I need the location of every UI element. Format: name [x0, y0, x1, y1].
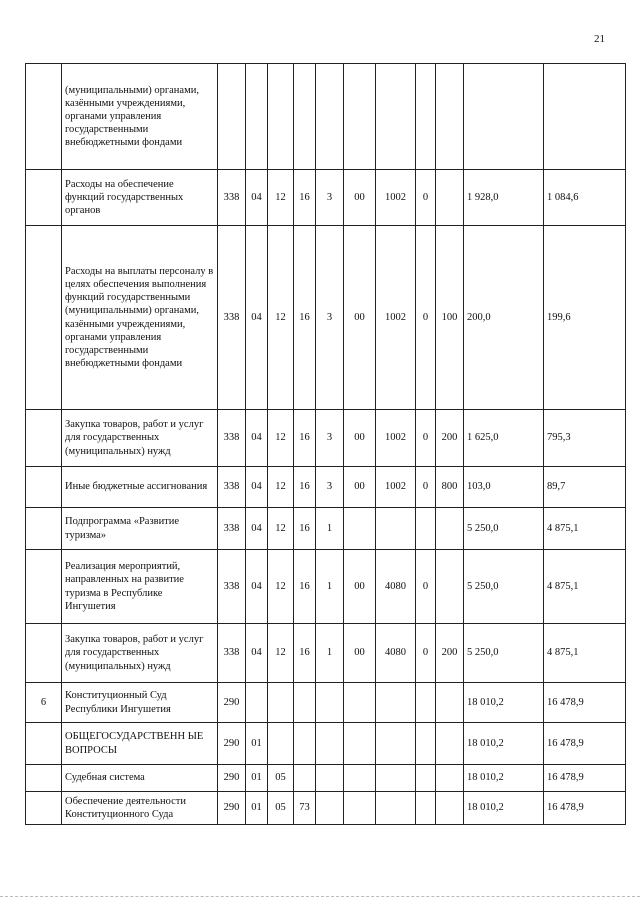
code-direction [344, 683, 376, 723]
code-direction [344, 508, 376, 550]
code-direction: 00 [344, 467, 376, 508]
code-direction: 00 [344, 624, 376, 683]
code-direction: 00 [344, 170, 376, 226]
row-index [26, 550, 62, 624]
code-program [294, 683, 316, 723]
code-direction: 00 [344, 226, 376, 410]
code-expense-type [436, 170, 464, 226]
table-row [26, 723, 626, 765]
code-expense-type [436, 64, 464, 170]
code-subprogram: 3 [316, 410, 344, 467]
row-index [26, 64, 62, 170]
code-article [376, 508, 416, 550]
row-name: Подпрограмма «Развитие туризма» [62, 508, 218, 550]
code-program: 16 [294, 550, 316, 624]
amount-planned: 18 010,2 [464, 792, 544, 825]
code-article [376, 64, 416, 170]
amount-planned: 5 250,0 [464, 550, 544, 624]
code-article [376, 765, 416, 792]
code-section: 04 [246, 170, 268, 226]
code-direction [344, 792, 376, 825]
code-section: 04 [246, 550, 268, 624]
amount-actual: 199,6 [544, 226, 626, 410]
amount-planned: 1 928,0 [464, 170, 544, 226]
code-article: 1002 [376, 226, 416, 410]
code-program: 16 [294, 467, 316, 508]
code-subsection: 05 [268, 765, 294, 792]
code-subsection: 12 [268, 467, 294, 508]
code-ministry: 290 [218, 765, 246, 792]
code-ministry: 338 [218, 508, 246, 550]
code-direction: 00 [344, 410, 376, 467]
code-direction: 00 [344, 550, 376, 624]
code-subsection: 12 [268, 624, 294, 683]
row-name: Расходы на выплаты персоналу в целях обеспечения выполнения функций государственными (муниципальными) органами, казёнными учреждениями, органами управления государственными внебюджетными фондами [62, 226, 218, 410]
row-index [26, 723, 62, 765]
code-ministry: 290 [218, 723, 246, 765]
code-subsection: 12 [268, 226, 294, 410]
amount-planned: 18 010,2 [464, 723, 544, 765]
amount-actual: 4 875,1 [544, 508, 626, 550]
code-subsection: 12 [268, 410, 294, 467]
code-expense-type [436, 683, 464, 723]
row-name: (муниципальными) органами, казёнными учреждениями, органами управления государственными внебюджетными фондами [62, 64, 218, 170]
amount-planned: 5 250,0 [464, 624, 544, 683]
row-index [26, 624, 62, 683]
code-subsection [268, 683, 294, 723]
amount-planned: 200,0 [464, 226, 544, 410]
code-subprogram [316, 683, 344, 723]
code-program [294, 64, 316, 170]
code-program: 16 [294, 410, 316, 467]
code-program [294, 723, 316, 765]
amount-actual: 795,3 [544, 410, 626, 467]
code-extra: 0 [416, 170, 436, 226]
amount-planned: 18 010,2 [464, 765, 544, 792]
code-article [376, 723, 416, 765]
row-name: Конституционный Суд Республики Ингушетия [62, 683, 218, 723]
code-subprogram: 1 [316, 508, 344, 550]
amount-actual: 16 478,9 [544, 792, 626, 825]
code-subprogram [316, 765, 344, 792]
table-row [26, 765, 626, 792]
code-subprogram [316, 723, 344, 765]
code-subsection: 12 [268, 550, 294, 624]
row-name: Закупка товаров, работ и услуг для государственных (муниципальных) нужд [62, 410, 218, 467]
amount-actual: 1 084,6 [544, 170, 626, 226]
code-program: 73 [294, 792, 316, 825]
code-section: 04 [246, 410, 268, 467]
code-subprogram [316, 64, 344, 170]
code-section [246, 683, 268, 723]
row-index [26, 226, 62, 410]
amount-planned [464, 64, 544, 170]
code-direction [344, 723, 376, 765]
page-number: 21 [594, 33, 605, 45]
code-ministry: 338 [218, 624, 246, 683]
code-article: 1002 [376, 410, 416, 467]
code-article: 1002 [376, 170, 416, 226]
row-index [26, 170, 62, 226]
code-extra [416, 765, 436, 792]
code-section: 04 [246, 624, 268, 683]
code-ministry: 338 [218, 226, 246, 410]
amount-actual: 16 478,9 [544, 765, 626, 792]
code-extra [416, 683, 436, 723]
code-extra: 0 [416, 624, 436, 683]
code-subsection: 12 [268, 508, 294, 550]
code-section: 01 [246, 765, 268, 792]
code-ministry: 290 [218, 683, 246, 723]
code-ministry [218, 64, 246, 170]
row-name: Иные бюджетные ассигнования [62, 467, 218, 508]
code-subsection: 12 [268, 170, 294, 226]
code-ministry: 338 [218, 467, 246, 508]
amount-actual: 4 875,1 [544, 624, 626, 683]
code-section: 01 [246, 723, 268, 765]
code-program: 16 [294, 624, 316, 683]
table-row [26, 226, 626, 410]
code-expense-type [436, 792, 464, 825]
table-row [26, 683, 626, 723]
code-article: 1002 [376, 467, 416, 508]
amount-actual: 16 478,9 [544, 683, 626, 723]
amount-actual: 16 478,9 [544, 723, 626, 765]
table-row [26, 624, 626, 683]
code-subsection: 05 [268, 792, 294, 825]
scan-edge [0, 896, 640, 897]
row-index [26, 467, 62, 508]
table-row [26, 508, 626, 550]
code-article: 4080 [376, 550, 416, 624]
code-ministry: 338 [218, 410, 246, 467]
code-program: 16 [294, 508, 316, 550]
row-index [26, 792, 62, 825]
row-name: ОБЩЕГОСУДАРСТВЕНН ЫЕ ВОПРОСЫ [62, 723, 218, 765]
code-subprogram: 3 [316, 226, 344, 410]
code-subsection [268, 723, 294, 765]
code-expense-type [436, 765, 464, 792]
code-program: 16 [294, 226, 316, 410]
code-program: 16 [294, 170, 316, 226]
row-name: Закупка товаров, работ и услуг для государственных (муниципальных) нужд [62, 624, 218, 683]
code-ministry: 338 [218, 550, 246, 624]
code-ministry: 338 [218, 170, 246, 226]
code-subprogram [316, 792, 344, 825]
code-extra: 0 [416, 226, 436, 410]
amount-actual: 89,7 [544, 467, 626, 508]
code-section [246, 64, 268, 170]
code-subprogram: 1 [316, 624, 344, 683]
code-expense-type: 100 [436, 226, 464, 410]
code-extra: 0 [416, 467, 436, 508]
code-article [376, 792, 416, 825]
table-row [26, 792, 626, 825]
table-row [26, 64, 626, 170]
code-section: 04 [246, 508, 268, 550]
code-expense-type [436, 508, 464, 550]
code-article [376, 683, 416, 723]
code-section: 04 [246, 467, 268, 508]
table-row [26, 170, 626, 226]
amount-planned: 103,0 [464, 467, 544, 508]
table-row [26, 467, 626, 508]
amount-actual [544, 64, 626, 170]
code-expense-type [436, 723, 464, 765]
code-direction [344, 64, 376, 170]
code-subsection [268, 64, 294, 170]
code-subprogram: 3 [316, 170, 344, 226]
code-program [294, 765, 316, 792]
amount-planned: 5 250,0 [464, 508, 544, 550]
amount-actual: 4 875,1 [544, 550, 626, 624]
row-index: 6 [26, 683, 62, 723]
code-extra: 0 [416, 410, 436, 467]
amount-planned: 18 010,2 [464, 683, 544, 723]
row-name: Судебная система [62, 765, 218, 792]
code-expense-type [436, 550, 464, 624]
code-subprogram: 3 [316, 467, 344, 508]
table-row [26, 550, 626, 624]
code-extra [416, 792, 436, 825]
row-name: Обеспечение деятельности Конституционного Суда [62, 792, 218, 825]
code-section: 01 [246, 792, 268, 825]
code-direction [344, 765, 376, 792]
code-article: 4080 [376, 624, 416, 683]
code-expense-type: 200 [436, 624, 464, 683]
table-row [26, 410, 626, 467]
budget-table [25, 63, 626, 825]
row-name: Расходы на обеспечение функций государственных органов [62, 170, 218, 226]
row-index [26, 410, 62, 467]
code-extra [416, 723, 436, 765]
code-expense-type: 800 [436, 467, 464, 508]
code-extra [416, 508, 436, 550]
row-index [26, 508, 62, 550]
code-section: 04 [246, 226, 268, 410]
row-name: Реализация мероприятий, направленных на развитие туризма в Республике Ингушетия [62, 550, 218, 624]
code-expense-type: 200 [436, 410, 464, 467]
row-index [26, 765, 62, 792]
code-extra [416, 64, 436, 170]
amount-planned: 1 625,0 [464, 410, 544, 467]
code-subprogram: 1 [316, 550, 344, 624]
code-ministry: 290 [218, 792, 246, 825]
code-extra: 0 [416, 550, 436, 624]
